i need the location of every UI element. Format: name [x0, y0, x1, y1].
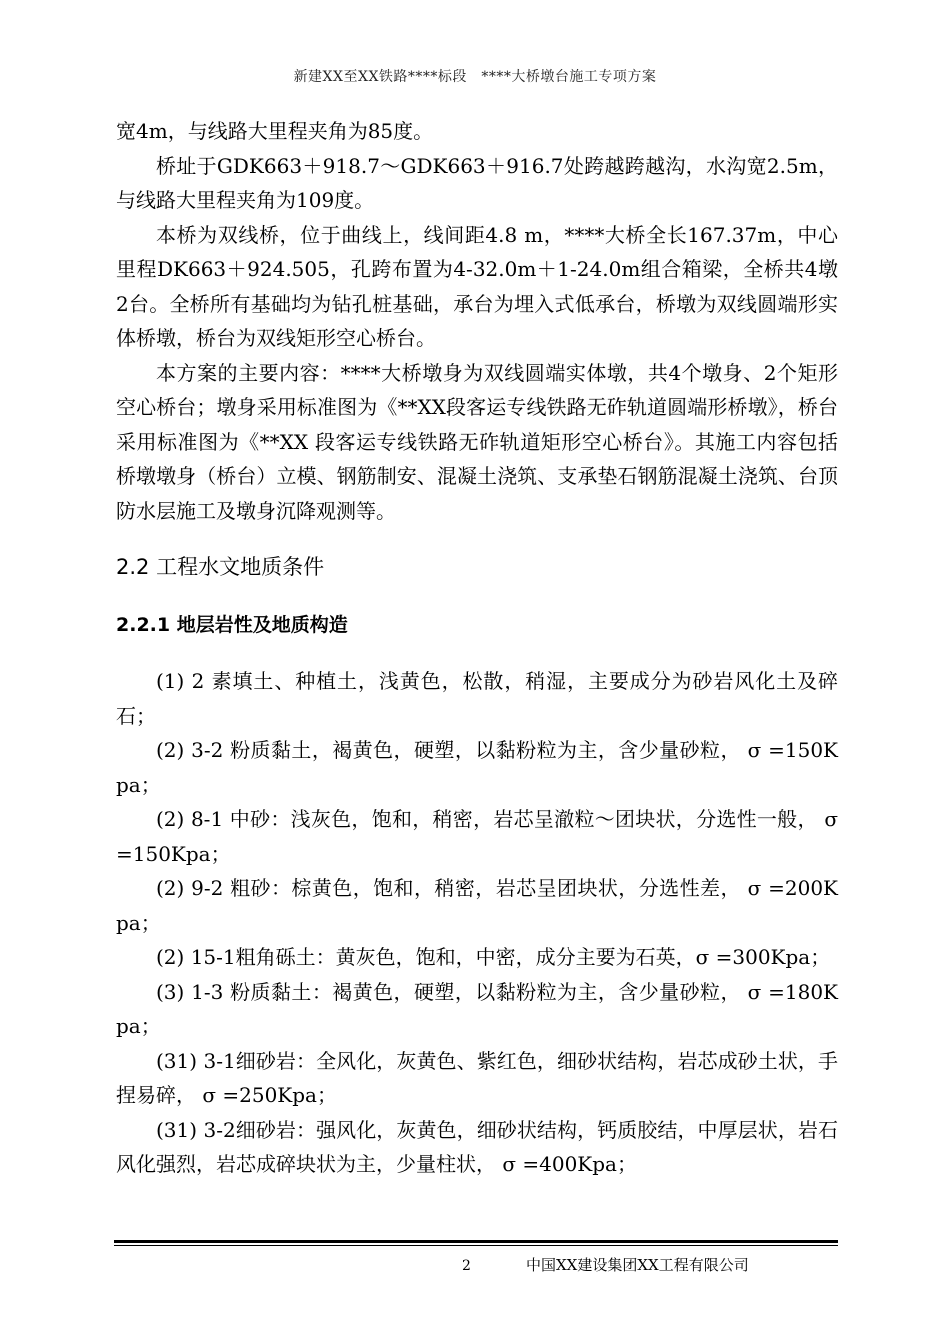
paragraph-bridge-site: 桥址于GDK663＋918.7～GDK663＋916.7处跨越跨越沟，水沟宽2.5m，与线路大里程夹角为109度。 [116, 153, 838, 212]
running-header: 新建XX至XX铁路****标段 ****大桥墩台施工专项方案 [293, 69, 657, 85]
paragraph-scheme-content: 本方案的主要内容：****大桥墩身为双线圆端实体墩，共4个墩身、2个矩形空心桥台；墩身采用标准图为《**XX段客运专线铁路无砟轨道圆端形桥墩》，桥台采用标准图为《**XX 段客运专线铁路无砟轨道矩形空心桥台》。其施工内容包括桥墩墩身（桥台）立模、钢筋制安、混凝土浇筑、支承垫石钢筋混凝土浇筑、台顶防水层施工及墩身沉降观测等。 [116, 360, 838, 523]
document-body [116, 114, 838, 1182]
list-item: (3) 1-3 粉质黏土：褐黄色，硬塑，以黏粉粒为主，含少量砂粒， σ =180Kpa； [116, 979, 838, 1038]
list-item: (2) 9-2 粗砂：棕黄色，饱和，稍密，岩芯呈团块状，分选性差， σ =200Kpa； [116, 876, 838, 935]
footer-rule-thick [114, 1240, 838, 1243]
list-item: (31) 3-2细砂岩：强风化，灰黄色，细砂状结构，钙质胶结，中厚层状，岩石风化强烈，岩芯成碎块状为主，少量柱状， σ =400Kpa； [116, 1117, 838, 1176]
company-name: 中国XX建设集团XX工程有限公司 [526, 1256, 749, 1274]
strata-list [116, 664, 838, 1182]
list-item: (2) 15-1粗角砾土：黄灰色，饱和，中密，成分主要为石英，σ =300Kpa； [156, 945, 831, 969]
list-item: (2) 3-2 粉质黏土，褐黄色，硬塑，以黏粉粒为主，含少量砂粒， σ =150Kpa； [116, 738, 838, 797]
page-number: 2 [462, 1258, 471, 1274]
list-item: (2) 8-1 中砂：浅灰色，饱和，稍密，岩芯呈澈粒～团块状，分选性一般， σ =150Kpa； [116, 807, 838, 866]
list-item: (1) 2 素填土、种植土，浅黄色，松散，稍湿，主要成分为砂岩风化土及碎石； [116, 669, 838, 728]
paragraph-bridge-overview: 本桥为双线桥，位于曲线上，线间距4.8 m，****大桥全长167.37m，中心里程DK663＋924.505，孔跨布置为4-32.0m＋1-24.0m组合箱梁，全桥共4墩2台。全桥所有基础均为钻孔桩基础，承台为埋入式低承台，桥墩为双线圆端形实体桥墩，桥台为双线矩形空心桥台。 [116, 222, 838, 350]
section-heading: 2.2 工程水文地质条件 [116, 555, 325, 579]
list-item: (31) 3-1细砂岩：全风化，灰黄色、紫红色，细砂状结构，岩芯成砂土状，手捏易碎， σ =250Kpa； [116, 1048, 838, 1107]
footer-rule-thin [114, 1245, 838, 1246]
subsection-heading: 2.2.1 地层岩性及地质构造 [116, 614, 348, 636]
paragraph-continuation: 宽4m，与线路大里程夹角为85度。 [116, 119, 434, 143]
